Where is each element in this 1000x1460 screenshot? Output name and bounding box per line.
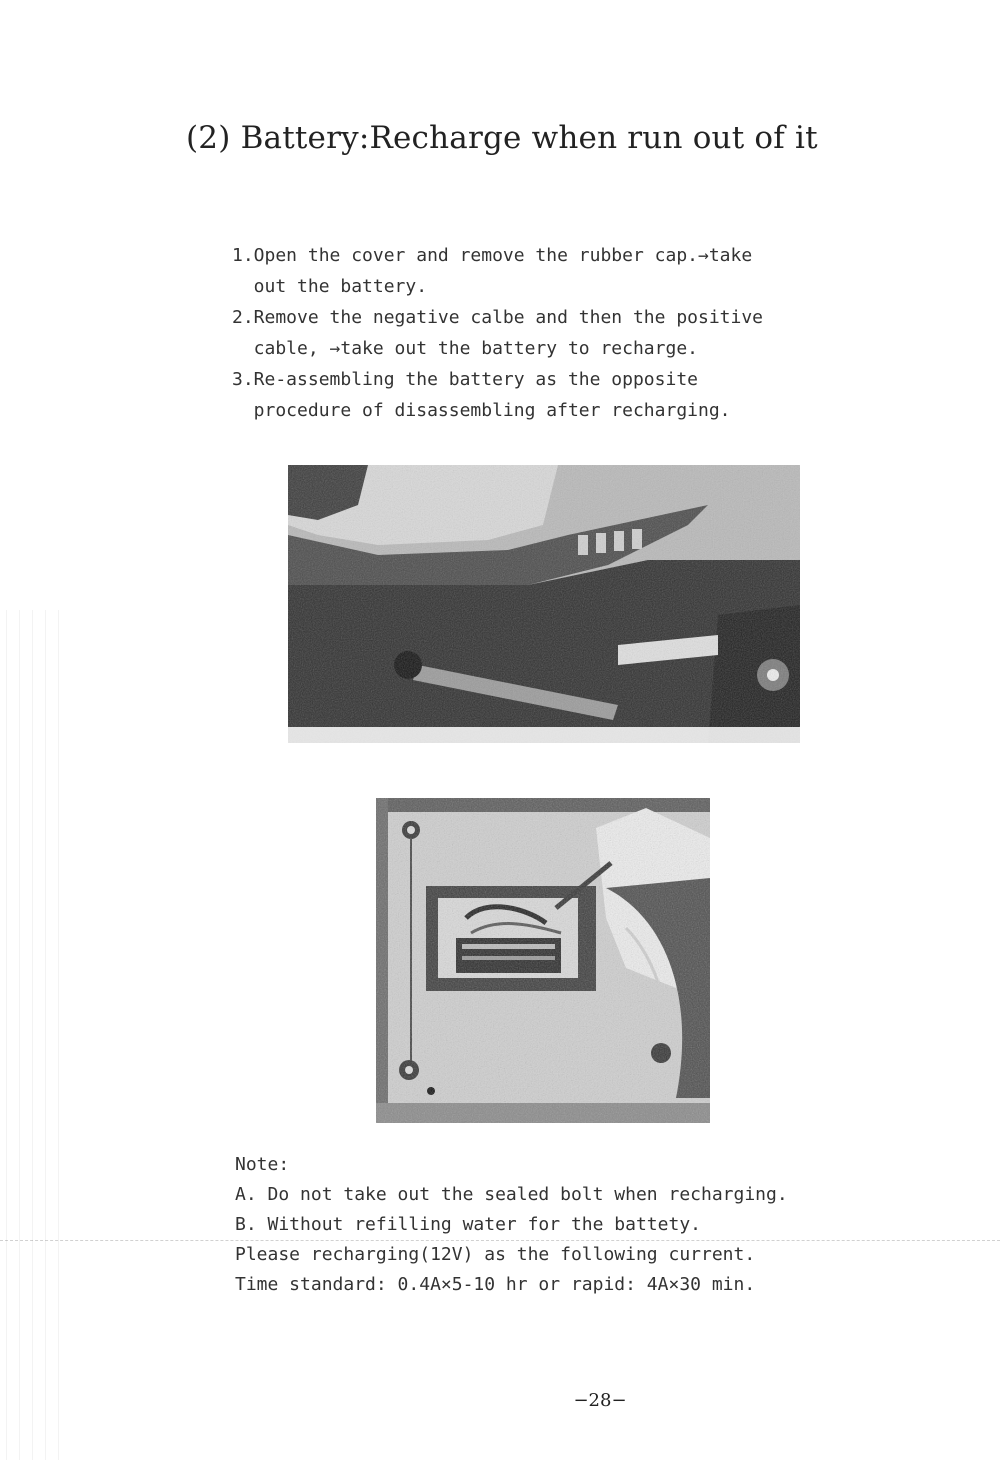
recharge-note [235, 1150, 875, 1300]
note-line: B. Without refilling water for the battety. [235, 1214, 701, 1235]
battery-compartment-photo [376, 798, 710, 1123]
note-line: Please recharging(12V) as the following current. [235, 1244, 756, 1265]
step-line: cable, →take out the battery to recharge. [232, 338, 698, 359]
step-line: out the battery. [232, 276, 428, 297]
scooter-seat-photo [288, 465, 800, 743]
scan-artifact [0, 610, 70, 1460]
battery-compartment-illustration [376, 798, 710, 1123]
step-line: 3.Re-assembling the battery as the opposite [232, 369, 698, 390]
step-line: procedure of disassembling after recharging. [232, 400, 731, 421]
page-number: −28− [573, 1390, 627, 1411]
step-line: 2.Remove the negative calbe and then the positive [232, 307, 764, 328]
note-line: A. Do not take out the sealed bolt when recharging. [235, 1184, 788, 1205]
note-label: Note: [235, 1154, 290, 1175]
procedure-steps [232, 240, 852, 426]
step-line: 1.Open the cover and remove the rubber cap.→take [232, 245, 753, 266]
scooter-seat-illustration [288, 465, 800, 743]
section-title: (2) Battery:Recharge when run out of it [186, 120, 818, 156]
note-line: Time standard: 0.4A×5-10 hr or rapid: 4A×30 min. [235, 1274, 756, 1295]
